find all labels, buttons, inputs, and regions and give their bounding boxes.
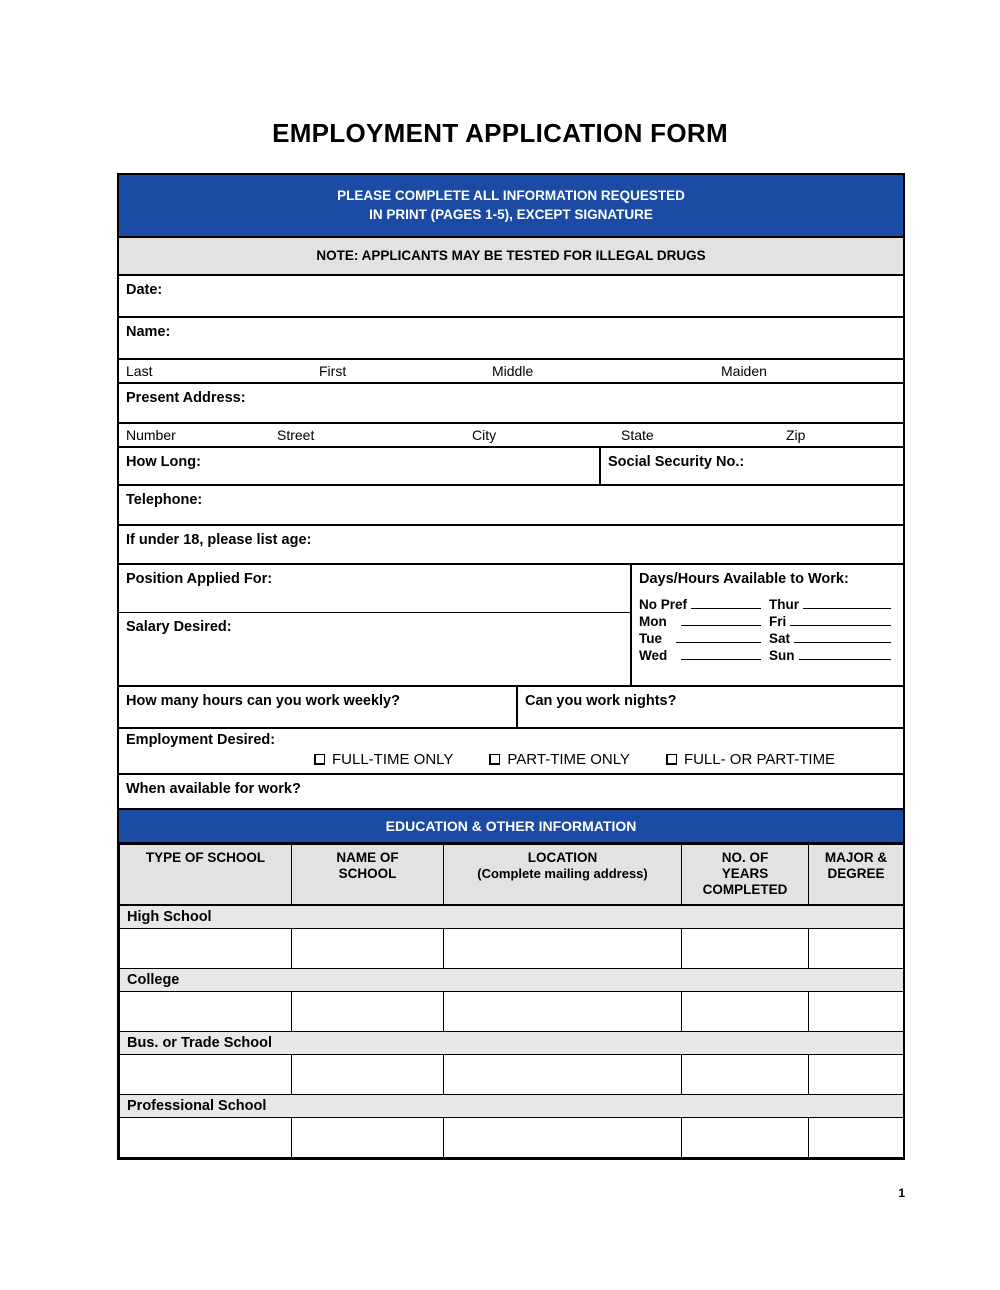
table-row[interactable] [120,992,904,1032]
column-label-line1: LOCATION [527,850,598,865]
column-label-line2: (Complete mailing address) [477,866,648,881]
ssn-field[interactable] [601,448,903,484]
day-row-sun[interactable] [769,647,899,663]
option-part-time-only[interactable] [489,751,630,768]
position-availability-row [119,565,903,687]
column-type-of-school [120,845,292,906]
column-location [444,845,682,906]
day-label-wed: Wed [639,648,668,663]
hours-weekly-field[interactable] [119,687,518,727]
day-input-mon[interactable] [681,613,761,626]
column-label-line3: COMPLETED [702,882,788,897]
ssn-label: Social Security No.: [608,454,745,470]
name-parts-row [119,360,903,384]
cell-type-of-school[interactable] [120,929,292,969]
education-table [117,808,905,1160]
day-label-mon: Mon [639,614,667,629]
position-salary-column [119,565,632,685]
education-row-label: Professional School [120,1095,904,1118]
name-part-first: First [319,363,347,379]
drug-test-note: NOTE: APPLICANTS MAY BE TESTED FOR ILLEGAL DRUGS [119,238,903,276]
name-part-last: Last [126,363,153,379]
cell-major-degree[interactable] [809,1055,904,1095]
position-applied-field[interactable] [119,565,630,613]
option-label-part-time-only: PART-TIME ONLY [507,751,630,768]
column-label-line2: YEARS [721,866,769,881]
instructions-line-2: IN PRINT (PAGES 1-5), EXCEPT SIGNATURE [369,207,653,222]
telephone-label: Telephone: [126,492,203,508]
name-part-middle: Middle [492,363,534,379]
hours-nights-row [119,687,903,729]
address-part-street: Street [277,427,315,443]
education-section-bus-trade-school [120,1032,904,1055]
education-section-high-school [120,905,904,929]
education-header-row [120,845,904,906]
present-address-label: Present Address: [126,390,246,406]
instructions-banner [119,175,903,238]
day-label-sun: Sun [769,648,795,663]
education-row-label: College [120,969,904,992]
instructions-line-1: PLEASE COMPLETE ALL INFORMATION REQUESTED [337,188,685,203]
column-major-degree [809,845,904,906]
day-input-wed[interactable] [681,647,761,660]
cell-major-degree[interactable] [809,1118,904,1158]
education-grid [119,844,904,1158]
cell-years-completed[interactable] [682,1118,809,1158]
address-part-zip: Zip [786,427,806,443]
when-available-label: When available for work? [126,781,301,797]
position-applied-label: Position Applied For: [126,571,273,587]
salary-desired-label: Salary Desired: [126,619,232,635]
cell-type-of-school[interactable] [120,1118,292,1158]
day-row-wed[interactable] [639,647,769,663]
column-years-completed [682,845,809,906]
table-row[interactable] [120,1055,904,1095]
education-row-label: High School [120,905,904,929]
education-section-title: EDUCATION & OTHER INFORMATION [119,810,903,844]
day-input-thur[interactable] [803,596,891,609]
column-name-of-school [292,845,444,906]
day-row-thur[interactable] [769,596,899,612]
option-label-full-time-only: FULL-TIME ONLY [332,751,454,768]
table-row[interactable] [120,929,904,969]
name-row[interactable] [119,318,903,360]
day-label-no-pref: No Pref [639,597,688,612]
how-long-label: How Long: [126,454,201,470]
cell-location[interactable] [444,992,682,1032]
column-label-line1: MAJOR & [824,850,888,865]
day-label-thur: Thur [769,597,799,612]
education-row-label: Bus. or Trade School [120,1032,904,1055]
day-label-sat: Sat [769,631,791,646]
day-row-tue[interactable] [639,630,769,646]
column-label-line1: TYPE OF SCHOOL [145,850,266,865]
day-label-tue: Tue [639,631,662,646]
cell-years-completed[interactable] [682,992,809,1032]
table-row[interactable] [120,1118,904,1158]
column-label-line2: DEGREE [827,866,885,881]
column-label-line2: SCHOOL [338,866,397,881]
education-section-college [120,969,904,992]
page-title: EMPLOYMENT APPLICATION FORM [272,118,728,148]
employment-desired-label: Employment Desired: [126,732,276,748]
howlong-ssn-row [119,448,903,486]
employment-desired-row [119,729,903,775]
checkbox-icon[interactable] [314,754,325,765]
address-part-city: City [472,427,497,443]
column-label-line1: NAME OF [336,850,399,865]
checkbox-icon[interactable] [489,754,500,765]
telephone-row[interactable] [119,486,903,526]
cell-type-of-school[interactable] [120,1055,292,1095]
cell-name-of-school[interactable] [292,929,444,969]
column-label-line1: NO. OF [721,850,769,865]
date-label: Date: [126,282,163,298]
date-row[interactable] [119,276,903,318]
days-grid [639,596,903,663]
day-row-mon[interactable] [639,613,769,629]
cell-name-of-school[interactable] [292,992,444,1032]
option-full-or-part-time[interactable] [666,751,835,768]
name-label: Name: [126,324,171,340]
cell-name-of-school[interactable] [292,1118,444,1158]
days-hours-available-block [632,565,903,685]
name-part-maiden: Maiden [721,363,767,379]
address-parts-row [119,424,903,448]
cell-years-completed[interactable] [682,1055,809,1095]
cell-major-degree[interactable] [809,992,904,1032]
cell-years-completed[interactable] [682,929,809,969]
cell-type-of-school[interactable] [120,992,292,1032]
cell-location[interactable] [444,1118,682,1158]
day-input-no-pref[interactable] [691,596,761,609]
address-part-number: Number [126,427,176,443]
under-18-label: If under 18, please list age: [126,532,312,548]
education-section-professional-school [120,1095,904,1118]
day-input-sun[interactable] [799,647,892,660]
page-number: 1 [898,1186,905,1200]
option-full-time-only[interactable] [314,751,453,768]
option-label-full-or-part-time: FULL- OR PART-TIME [683,751,836,768]
cell-location[interactable] [444,929,682,969]
day-label-fri: Fri [769,614,787,629]
work-nights-field[interactable] [518,687,903,727]
day-row-sat[interactable] [769,630,899,646]
salary-desired-field[interactable] [119,613,630,685]
how-long-field[interactable] [119,448,601,484]
address-part-state: State [621,427,654,443]
cell-major-degree[interactable] [809,929,904,969]
work-nights-label: Can you work nights? [525,693,677,709]
cell-location[interactable] [444,1055,682,1095]
checkbox-icon[interactable] [666,754,677,765]
day-row-fri[interactable] [769,613,899,629]
hours-weekly-label: How many hours can you work weekly? [126,693,400,709]
under-18-row[interactable] [119,526,903,565]
day-input-fri[interactable] [790,613,891,626]
day-row-no-pref[interactable] [639,596,769,612]
present-address-row[interactable] [119,384,903,424]
applicant-information-table [117,173,905,815]
cell-name-of-school[interactable] [292,1055,444,1095]
days-hours-title: Days/Hours Available to Work: [639,571,849,587]
day-input-sat[interactable] [794,630,891,643]
employment-desired-options [314,751,871,768]
day-input-tue[interactable] [676,630,761,643]
